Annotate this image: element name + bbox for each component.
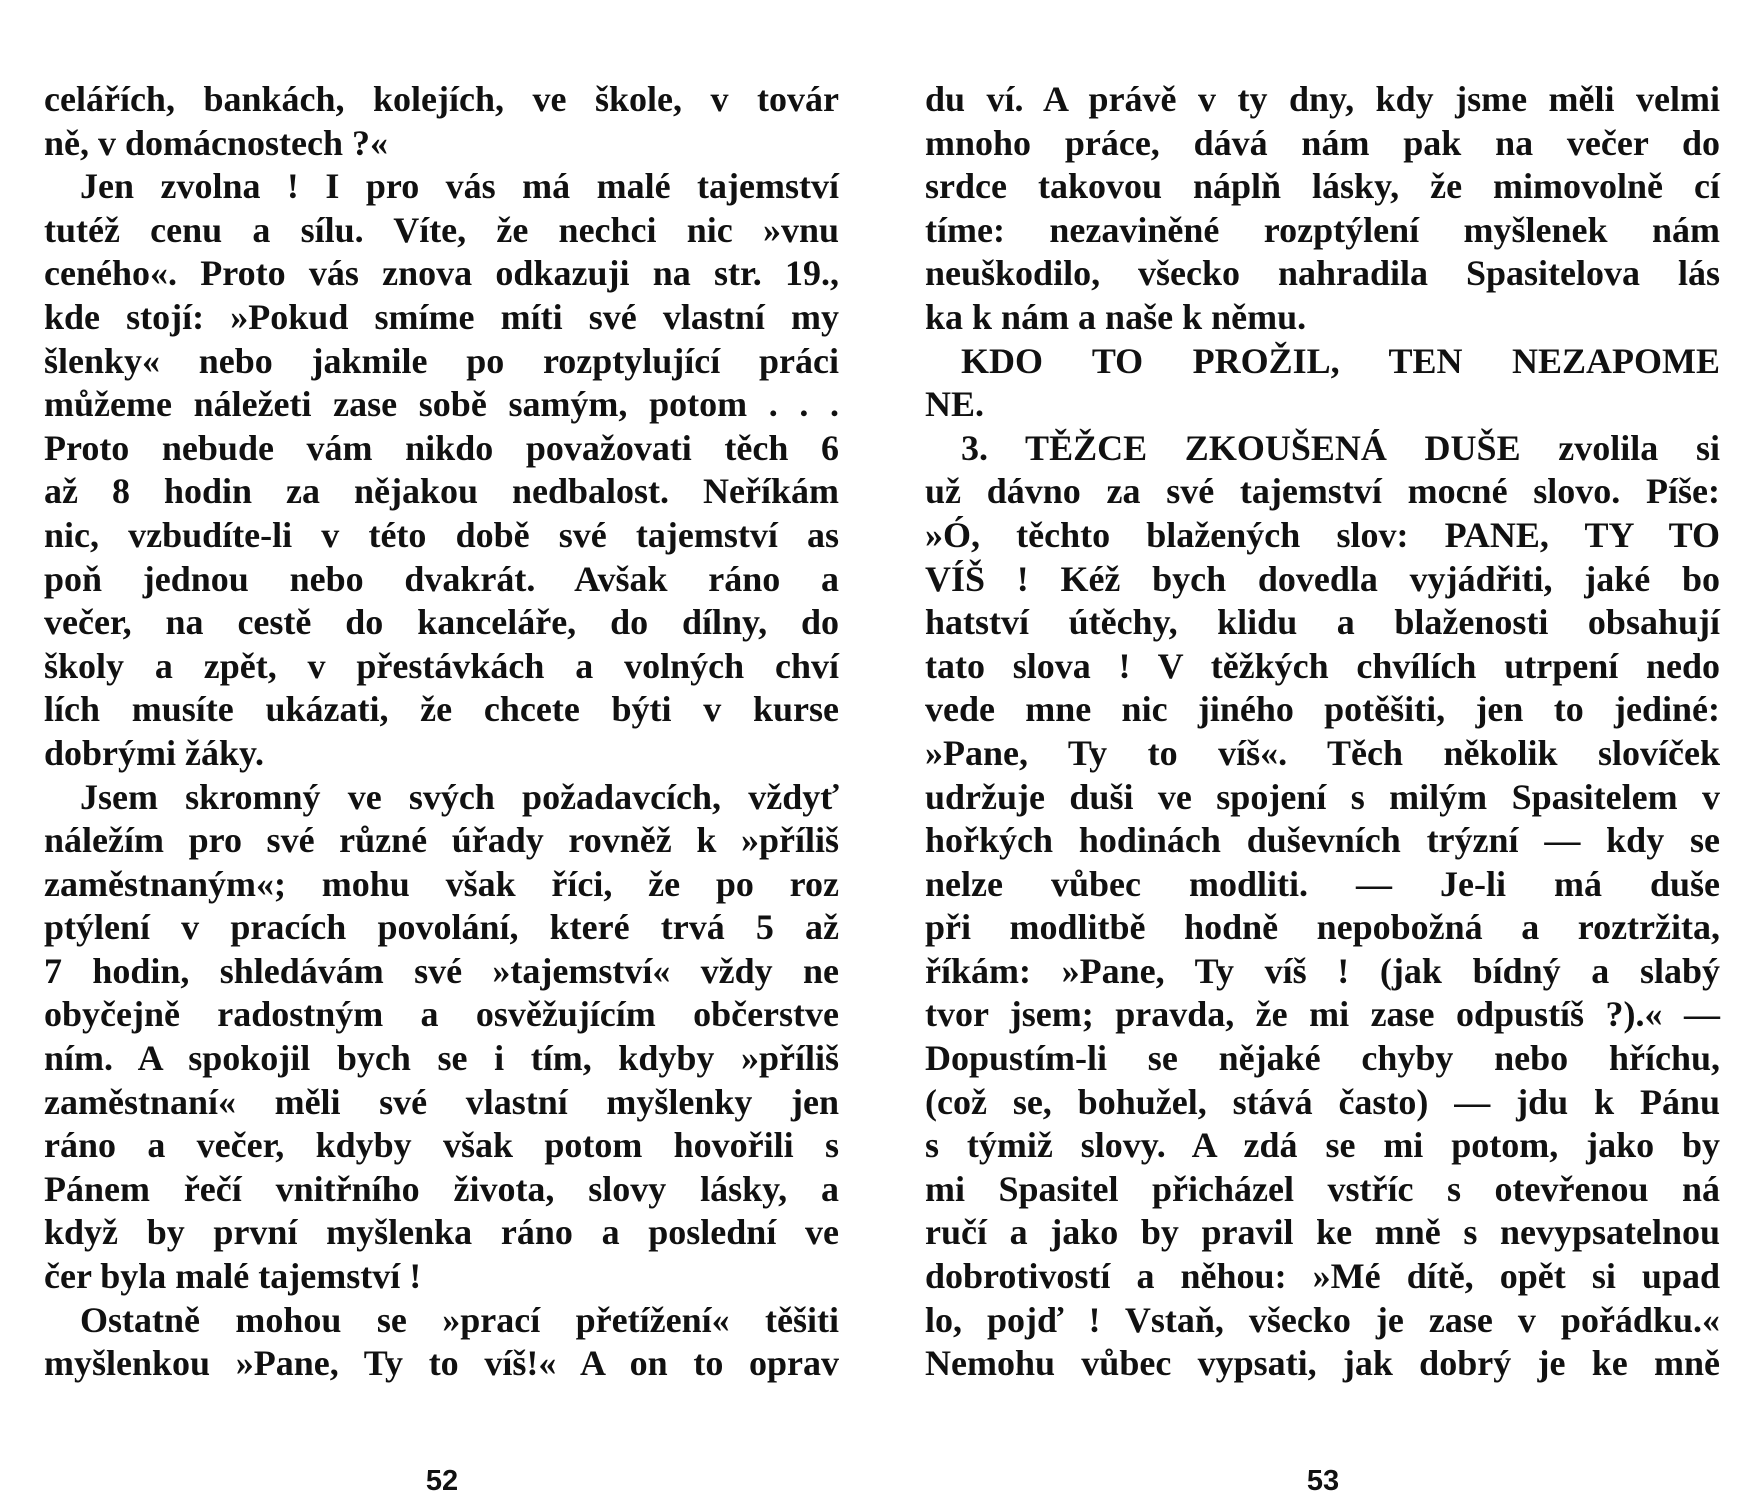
text-line: ka k nám a naše k němu. xyxy=(925,296,1307,337)
text-line: udržuje duši ve spojení s milým Spasitelem v xyxy=(925,776,1720,817)
text-line: ceného«. Proto vás znova odkazuji na str. 19., xyxy=(44,253,839,294)
text-line: náležím pro své různé úřady rovněž k »příliš xyxy=(44,820,839,861)
text-line: až 8 hodin za nějakou nedbalost. Neříkám xyxy=(44,471,839,512)
text-line: ručí a jako by pravil ke mně s nevypsatelnou xyxy=(925,1212,1720,1253)
right-page xyxy=(925,0,1720,1500)
text-line: dobrými žáky. xyxy=(44,732,265,773)
left-page-number: 52 xyxy=(425,1465,459,1497)
text-line: nelze vůbec modliti. — Je-li má duše xyxy=(925,863,1720,904)
text-line: 7 hodin, shledávám své »tajemství« vždy ne xyxy=(44,950,839,991)
text-line: ptýlení v pracích povolání, které trvá 5 až xyxy=(44,907,839,948)
text-line: Jsem skromný ve svých požadavcích, vždyť xyxy=(80,776,839,817)
text-line: dobrotivostí a něhou: »Mé dítě, opět si upad xyxy=(925,1256,1720,1297)
text-line: zaměstnaní« měli své vlastní myšlenky jen xyxy=(44,1081,839,1122)
text-line: hořkých hodinách duševních trýzní — kdy se xyxy=(925,820,1720,861)
text-line: mnoho práce, dává nám pak na večer do xyxy=(925,122,1720,163)
text-line: du ví. A právě v ty dny, kdy jsme měli velmi xyxy=(925,79,1720,119)
text-line: šlenky« nebo jakmile po rozptylující práci xyxy=(44,340,839,381)
text-line: ráno a večer, kdyby však potom hovořili s xyxy=(44,1125,839,1166)
text-line: Proto nebude vám nikdo považovati těch 6 xyxy=(44,427,839,468)
text-line: lích musíte ukázati, že chcete býti v kurse xyxy=(44,689,839,730)
text-line: obyčejně radostným a osvěžujícím občerstve xyxy=(44,994,839,1035)
text-line: hatství útěchy, klidu a blaženosti obsahují xyxy=(925,602,1720,643)
text-line: čer byla malé tajemství ! xyxy=(44,1256,422,1297)
text-line: můžeme náležeti zase sobě samým, potom . . . xyxy=(44,384,839,425)
left-page xyxy=(44,0,839,1500)
text-line: (což se, bohužel, stává často) — jdu k Pánu xyxy=(925,1081,1720,1122)
right-page-number: 53 xyxy=(1306,1465,1340,1497)
text-line: s týmiž slovy. A zdá se mi potom, jako by xyxy=(925,1125,1720,1166)
left-page-text xyxy=(44,78,839,1386)
text-line: kde stojí: »Pokud smíme míti své vlastní my xyxy=(44,296,839,337)
text-line: Pánem řečí vnitřního života, slovy lásky, a xyxy=(44,1168,839,1209)
text-line: když by první myšlenka ráno a poslední ve xyxy=(44,1212,839,1253)
right-page-text xyxy=(925,78,1720,1386)
text-line: poň jednou nebo dvakrát. Avšak ráno a xyxy=(44,558,839,599)
text-line: VÍŠ ! Kéž bych dovedla vyjádřiti, jaké bo xyxy=(925,558,1720,599)
text-line: tutéž cenu a sílu. Víte, že nechci nic »vnu xyxy=(44,209,839,250)
text-line: nic, vzbudíte-li v této době své tajemství as xyxy=(44,514,839,555)
text-line: vede mne nic jiného potěšiti, jen to jediné: xyxy=(925,689,1720,730)
text-line: ně, v domácnostech ?« xyxy=(44,122,388,163)
text-line: KDO TO PROŽIL, TEN NEZAPOME xyxy=(961,340,1720,381)
text-line: říkám: »Pane, Ty víš ! (jak bídný a slabý xyxy=(925,950,1720,991)
text-line: myšlenkou »Pane, Ty to víš!« A on to oprav xyxy=(44,1343,839,1384)
text-line: »Ó, těchto blažených slov: PANE, TY TO xyxy=(925,514,1720,555)
text-line: 3. TĚŽCE ZKOUŠENÁ DUŠE zvolila si xyxy=(961,427,1720,468)
text-line: »Pane, Ty to víš«. Těch několik slovíček xyxy=(925,732,1720,773)
text-line: zaměstnaným«; mohu však říci, že po roz xyxy=(44,863,839,904)
text-line: srdce takovou náplň lásky, že mimovolně cí xyxy=(925,166,1720,207)
text-line: večer, na cestě do kanceláře, do dílny, do xyxy=(44,602,839,643)
text-line: Jen zvolna ! I pro vás má malé tajemství xyxy=(80,166,839,207)
text-line: školy a zpět, v přestávkách a volných chví xyxy=(44,645,839,686)
text-line: už dávno za své tajemství mocné slovo. Píše: xyxy=(925,471,1720,512)
text-line: při modlitbě hodně nepobožná a roztržita, xyxy=(925,907,1720,948)
text-line: tíme: nezaviněné rozptýlení myšlenek nám xyxy=(925,209,1720,250)
text-line: neuškodilo, všecko nahradila Spasitelova lás xyxy=(925,253,1720,294)
text-line: ním. A spokojil bych se i tím, kdyby »příliš xyxy=(44,1038,839,1079)
text-line: lo, pojď ! Vstaň, všecko je zase v pořádku.« xyxy=(925,1299,1720,1340)
text-line: Nemohu vůbec vypsati, jak dobrý je ke mně xyxy=(925,1343,1720,1384)
text-line: celářích, bankách, kolejích, ve škole, v továr xyxy=(44,79,839,119)
text-line: tato slova ! V těžkých chvílích utrpení nedo xyxy=(925,645,1720,686)
text-line: NE. xyxy=(925,384,985,425)
text-line: Ostatně mohou se »prací přetížení« těšiti xyxy=(80,1299,839,1340)
text-line: tvor jsem; pravda, že mi zase odpustíš ?).« — xyxy=(925,994,1720,1035)
text-line: mi Spasitel přicházel vstříc s otevřenou ná xyxy=(925,1168,1720,1209)
text-line: Dopustím-li se nějaké chyby nebo hříchu, xyxy=(925,1038,1720,1079)
